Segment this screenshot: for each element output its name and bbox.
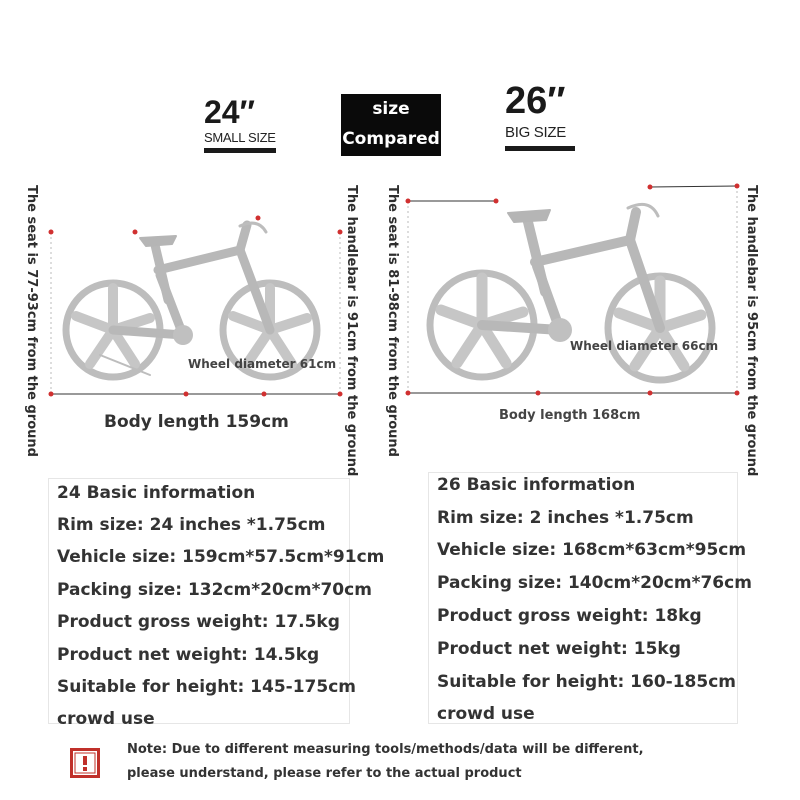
info-24-gross: Product gross weight: 17.5kg — [57, 612, 340, 632]
info-26-crowd: crowd use — [437, 704, 535, 724]
compare-line-1: size — [372, 99, 410, 119]
info-24-packing: Packing size: 132cm*20cm*70cm — [57, 580, 372, 600]
small-size-label: SMALL SIZE — [204, 130, 276, 145]
small-handlebar-height-label: The handlebar is 91cm from the ground — [344, 185, 359, 477]
info-26-rim: Rim size: 2 inches *1.75cm — [437, 508, 694, 528]
info-24-rim: Rim size: 24 inches *1.75cm — [57, 515, 326, 535]
small-body-length: Body length 159cm — [104, 412, 289, 432]
big-bike — [430, 204, 712, 380]
info-26-net: Product net weight: 15kg — [437, 639, 681, 659]
big-seat-height-label: The seat is 81-98cm from the ground — [385, 185, 400, 457]
info-box-26 — [428, 472, 752, 724]
info-24-title: 24 Basic information — [57, 483, 256, 503]
small-seat-height-label: The seat is 77-93cm from the ground — [24, 185, 39, 457]
warning-icon — [70, 748, 100, 778]
info-24-vehicle: Vehicle size: 159cm*57.5cm*91cm — [57, 547, 385, 567]
small-size-title: 24″ — [204, 94, 255, 130]
compare-line-2: Compared — [342, 129, 440, 149]
big-handlebar-height-label: The handlebar is 95cm from the ground — [744, 185, 759, 477]
big-wheel-diameter: Wheel diameter 66cm — [570, 339, 719, 353]
big-size-title: 26″ — [505, 80, 566, 122]
note-line-1: Note: Due to different measuring tools/methods/data will be different, — [127, 742, 644, 757]
info-26-packing: Packing size: 140cm*20cm*76cm — [437, 573, 752, 593]
big-size-label: BIG SIZE — [505, 124, 566, 141]
info-26-vehicle: Vehicle size: 168cm*63cm*95cm — [437, 540, 747, 560]
big-body-length: Body length 168cm — [499, 408, 641, 423]
info-box-24 — [48, 478, 385, 729]
note-line-2: please understand, please refer to the actual product — [127, 766, 522, 781]
info-26-height: Suitable for height: 160-185cm — [437, 672, 736, 692]
info-24-crowd: crowd use — [57, 709, 155, 729]
info-26-title: 26 Basic information — [437, 475, 636, 495]
info-24-height: Suitable for height: 145-175cm — [57, 677, 356, 697]
small-wheel-diameter: Wheel diameter 61cm — [188, 357, 337, 371]
info-26-gross: Product gross weight: 18kg — [437, 606, 702, 626]
info-24-net: Product net weight: 14.5kg — [57, 645, 320, 665]
small-bike — [66, 223, 317, 377]
